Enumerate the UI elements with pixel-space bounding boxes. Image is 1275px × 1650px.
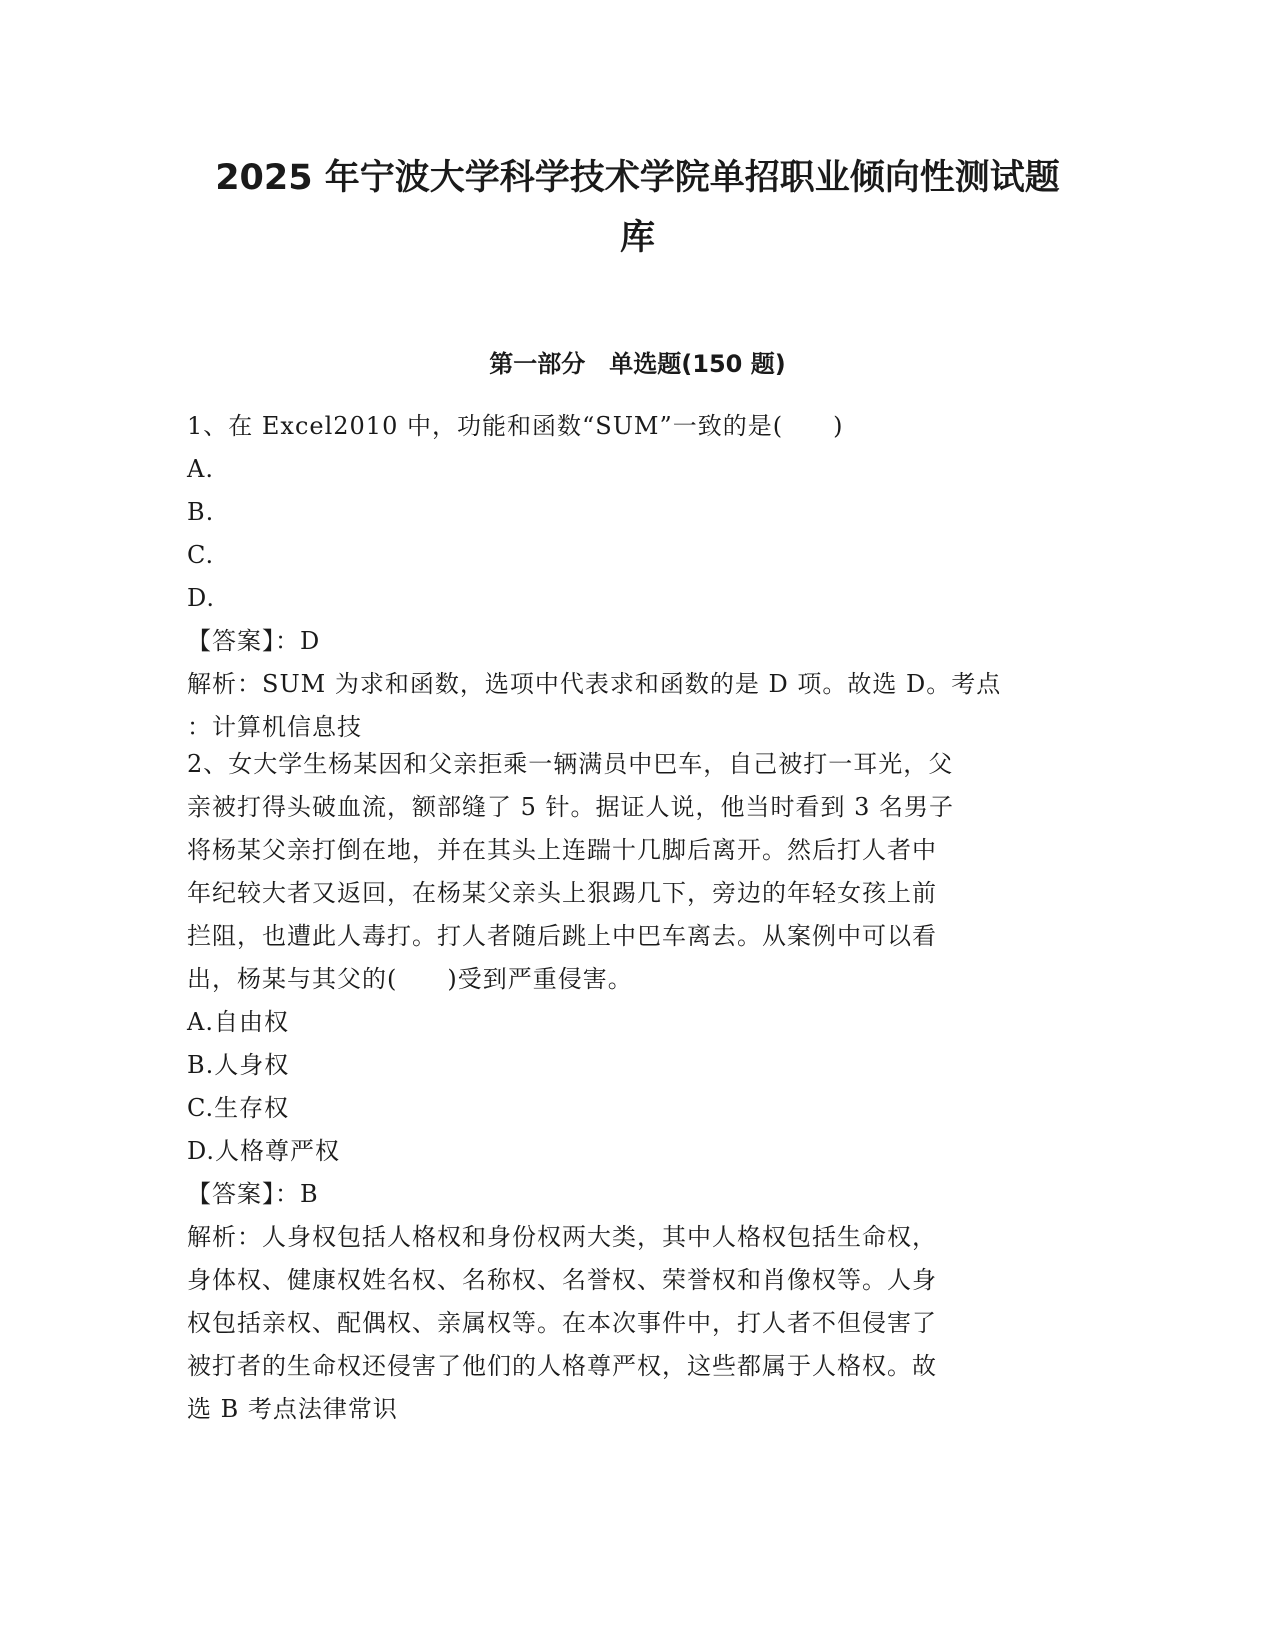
answer-line: 【答案】：B [187, 1180, 319, 1208]
question-stem-line: 年纪较大者又返回，在杨某父亲头上狠踢几下，旁边的年轻女孩上前 [187, 879, 937, 907]
option-b: B. [187, 498, 215, 526]
option-c: C.生存权 [187, 1094, 290, 1122]
question-stem-line: 2、女大学生杨某因和父亲拒乘一辆满员中巴车，自己被打一耳光，父 [187, 750, 954, 778]
analysis-line: 解析：人身权包括人格权和身份权两大类，其中人格权包括生命权， [187, 1223, 937, 1251]
option-b: B.人身权 [187, 1051, 290, 1079]
question-stem-line: 亲被打得头破血流，额部缝了 5 针。据证人说，他当时看到 3 名男子 [187, 793, 955, 821]
analysis-line: ：计算机信息技 [187, 713, 362, 741]
question-stem: 1、在 Excel2010 中，功能和函数“SUM”一致的是( ) [187, 412, 844, 440]
answer-line: 【答案】：D [187, 627, 321, 655]
option-d: D. [187, 584, 216, 612]
question-stem-line: 将杨某父亲打倒在地，并在其头上连踹十几脚后离开。然后打人者中 [187, 836, 937, 864]
document-title [150, 148, 1125, 268]
option-c: C. [187, 541, 215, 569]
option-a: A.自由权 [187, 1008, 289, 1036]
analysis-line: 选 B 考点法律常识 [187, 1395, 398, 1423]
analysis-line: 权包括亲权、配偶权、亲属权等。在本次事件中，打人者不但侵害了 [187, 1309, 937, 1337]
question-2 [187, 743, 1087, 1431]
question-stem-line: 出，杨某与其父的( )受到严重侵害。 [187, 965, 633, 993]
analysis-line: 解析：SUM 为求和函数，选项中代表求和函数的是 D 项。故选 D。考点 [187, 670, 1002, 698]
question-stem-line: 拦阻，也遭此人毒打。打人者随后跳上中巴车离去。从案例中可以看 [187, 922, 937, 950]
document-title-line-2: 库 [619, 218, 655, 258]
option-a: A. [187, 455, 214, 483]
option-d: D.人格尊严权 [187, 1137, 341, 1165]
analysis-line: 被打者的生命权还侵害了他们的人格尊严权，这些都属于人格权。故 [187, 1352, 937, 1380]
document-title-line-1: 2025 年宁波大学科学技术学院单招职业倾向性测试题 [215, 158, 1060, 198]
section-heading: 第一部分 单选题(150 题) [489, 350, 786, 378]
analysis-line: 身体权、健康权姓名权、名称权、名誉权、荣誉权和肖像权等。人身 [187, 1266, 937, 1294]
question-1 [187, 405, 1087, 749]
